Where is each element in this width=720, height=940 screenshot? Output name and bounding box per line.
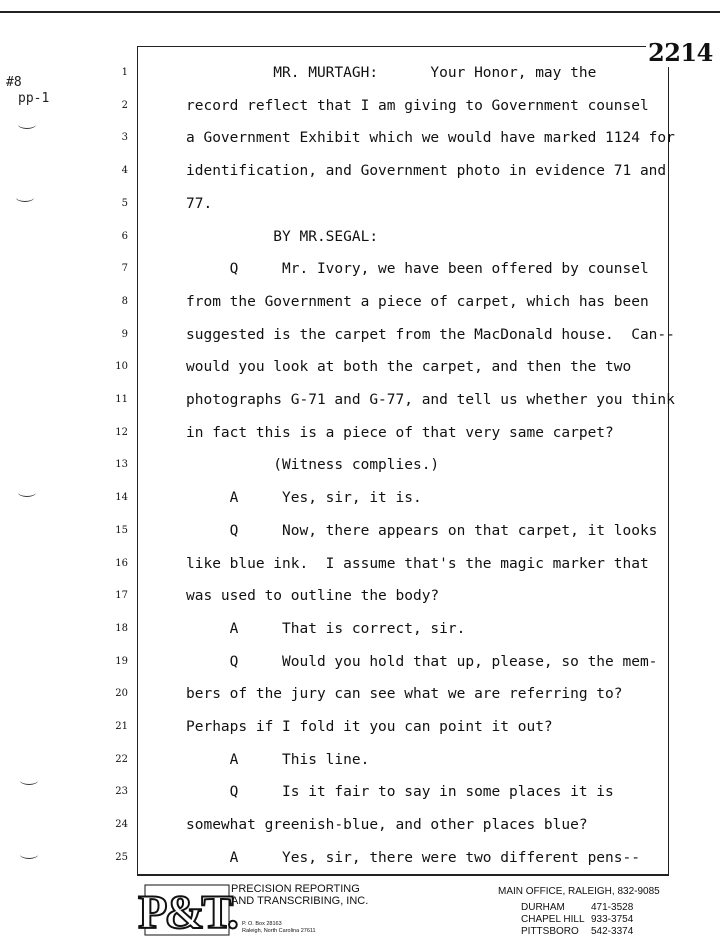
margin-mark [18, 120, 36, 129]
firm-name-line1: PRECISION REPORTING [231, 883, 360, 895]
line-number: 16 [115, 557, 128, 569]
line-number: 24 [115, 819, 128, 831]
transcript-line: Q Mr. Ivory, we have been offered by counsel [186, 261, 649, 278]
transcript-line: from the Government a piece of carpet, which has been [186, 293, 649, 310]
line-number: 9 [121, 328, 128, 340]
line-number: 15 [115, 524, 128, 536]
line-number: 21 [115, 721, 128, 732]
transcript-line: 77. [186, 195, 213, 212]
transcript-line: like blue ink. I assume that's the magic marker that [186, 555, 649, 572]
transcript-line: (Witness complies.) [186, 457, 440, 474]
transcript-line: a Government Exhibit which we would have marked 1124 for [186, 130, 675, 147]
frame-bottom-rule [137, 874, 669, 876]
line-number: 8 [121, 295, 128, 307]
line-number: 1 [121, 67, 128, 78]
line-number: 19 [115, 655, 128, 667]
transcript-line: somewhat greenish-blue, and other places blue? [186, 817, 588, 834]
line-number: 10 [115, 361, 128, 373]
transcript-line: A Yes, sir, there were two different pens-- [186, 849, 640, 866]
transcript-line: MR. MURTAGH: Your Honor, may the [186, 65, 597, 81]
line-number: 25 [115, 851, 128, 863]
transcript-line: Q Would you hold that up, please, so the mem- [186, 653, 658, 670]
line-number: 13 [115, 459, 128, 471]
line-number: 6 [121, 230, 128, 242]
transcript-line: was used to outline the body? [186, 588, 440, 605]
top-rule [0, 11, 720, 13]
transcript-line: suggested is the carpet from the MacDonald house. Can-- [186, 326, 675, 343]
transcript-line: BY MR.SEGAL: [186, 228, 379, 245]
office-phone: 471-3528 [591, 902, 634, 913]
line-number: 3 [121, 132, 128, 144]
logo-text: P&T. [138, 886, 236, 939]
transcript-line: record reflect that I am giving to Government counsel [186, 97, 649, 114]
margin-note-page: pp-1 [18, 91, 50, 106]
transcript-line: photographs G-71 and G-77, and tell us whether you think [186, 392, 675, 408]
line-number: 18 [115, 622, 128, 634]
margin-mark [18, 488, 36, 497]
transcript-line: in fact this is a piece of that very same carpet? [186, 424, 614, 441]
office-phone: 933-3754 [591, 914, 634, 925]
po-box-number: P. O. Box 28163 [242, 921, 282, 927]
margin-mark [20, 776, 38, 785]
transcript-line: would you look at both the carpet, and then the two [186, 359, 632, 376]
transcript-line: bers of the jury can see what we are referring to? [186, 686, 623, 703]
line-number: 7 [121, 263, 128, 275]
main-office: MAIN OFFICE, RALEIGH, 832-9085 [498, 886, 660, 897]
transcript-line: Perhaps if I fold it you can point it out? [186, 719, 553, 735]
firm-name-line2: AND TRANSCRIBING, INC. [231, 895, 369, 907]
office-city: CHAPEL HILL [521, 914, 585, 925]
transcript-line: Q Now, there appears on that carpet, it looks [186, 522, 658, 539]
line-number: 23 [115, 786, 128, 798]
margin-mark [16, 193, 34, 202]
transcript-line: identification, and Government photo in evidence 71 and [186, 163, 667, 180]
line-number: 11 [115, 394, 128, 405]
line-number: 14 [115, 492, 128, 504]
line-number: 12 [115, 426, 128, 438]
office-phone: 542-3374 [591, 926, 634, 937]
company-logo [138, 884, 236, 939]
margin-note-tape: #8 [6, 75, 22, 90]
line-number: 17 [115, 590, 128, 602]
line-number: 5 [121, 197, 128, 209]
office-city: DURHAM [521, 902, 565, 913]
transcript-line: A Yes, sir, it is. [186, 490, 422, 507]
line-number: 4 [121, 165, 128, 177]
line-number: 20 [115, 688, 128, 700]
margin-mark [20, 850, 38, 859]
firm-name [231, 883, 368, 907]
po-box [242, 921, 316, 935]
page-number: 2214 [648, 38, 713, 67]
transcript-line: Q Is it fair to say in some places it is [186, 784, 614, 801]
transcript-line: A That is correct, sir. [186, 620, 466, 637]
transcript-line: A This line. [186, 751, 370, 768]
office-city: PITTSBORO [521, 926, 579, 937]
line-number: 22 [115, 753, 128, 765]
po-box-city: Raleigh, North Carolina 27611 [242, 928, 316, 934]
line-number: 2 [121, 99, 128, 111]
